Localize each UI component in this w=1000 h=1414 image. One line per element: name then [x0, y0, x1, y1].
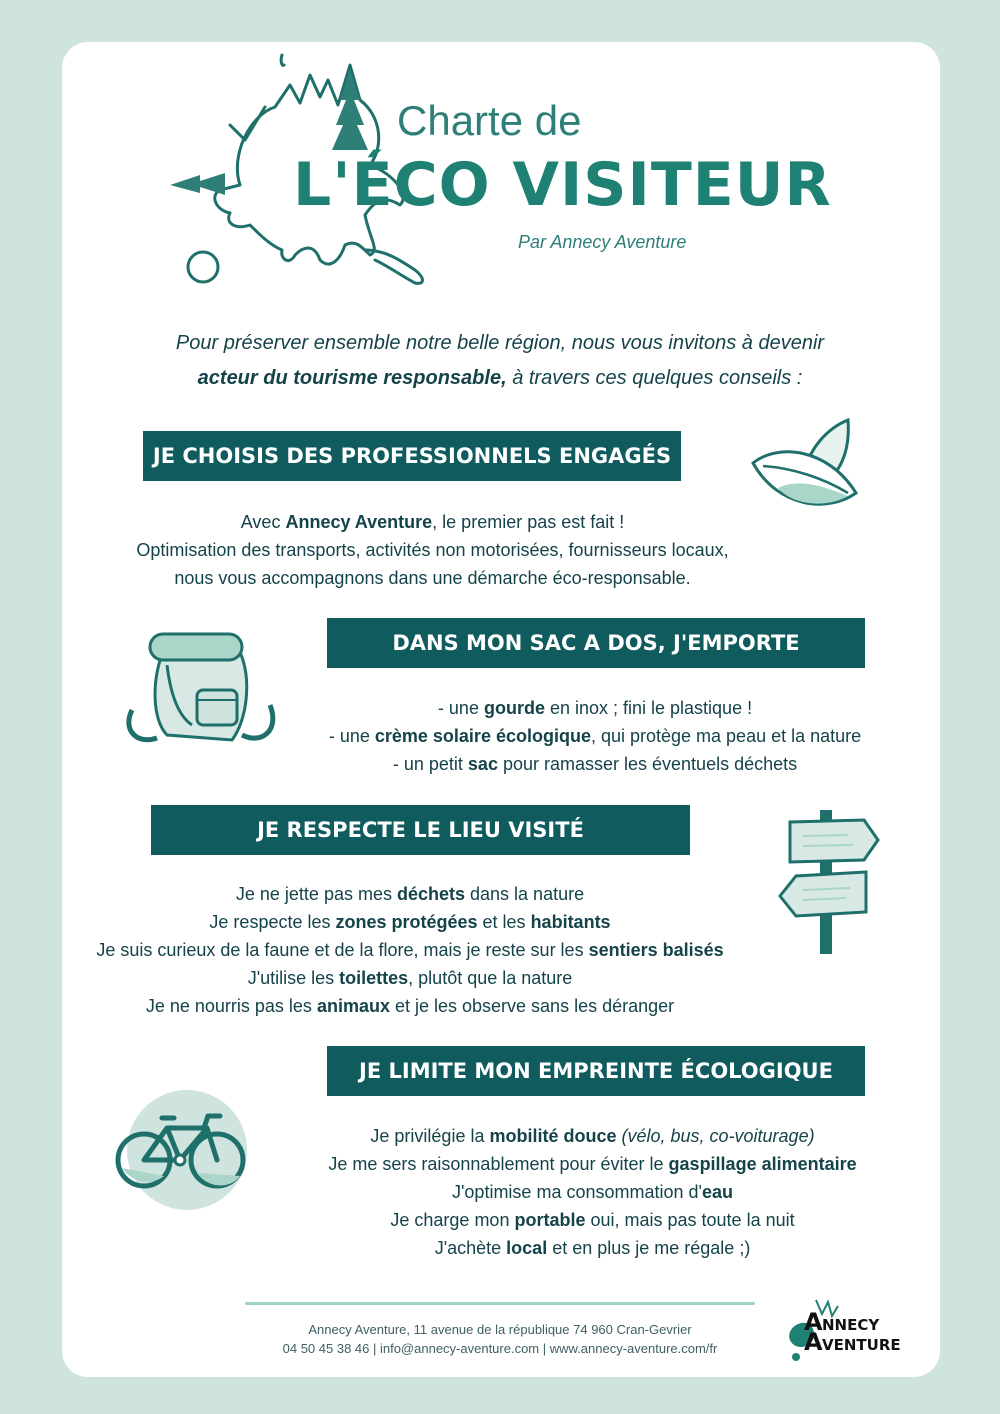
leaf-icon: [748, 418, 860, 513]
logo-line-2: VENTURE: [822, 1336, 901, 1354]
footer-divider: [245, 1302, 755, 1305]
footer-address: Annecy Aventure, 11 avenue de la république 74 960 Cran-Gevrier: [308, 1322, 692, 1337]
intro-line-1: Pour préserver ensemble notre belle région, nous vous invitons à devenir: [175, 332, 825, 354]
logo-line-1: NNECY: [822, 1316, 880, 1334]
byline: Par Annecy Aventure: [518, 232, 687, 252]
section-1-body: Avec Annecy Aventure, le premier pas est fait ! Optimisation des transports, activités non motorisées, fournisseurs locaux, nous vous accompagnons dans une démarche éco-responsable.: [136, 512, 729, 588]
title-line-1: Charte de: [397, 97, 582, 144]
svg-text:A: A: [804, 1328, 823, 1356]
backpack-icon: [122, 620, 280, 750]
footer-contact[interactable]: 04 50 45 38 46 | info@annecy-aventure.com | www.annecy-aventure.com/fr: [282, 1341, 718, 1356]
section-1-heading: JE CHOISIS DES PROFESSIONNELS ENGAGÉS: [143, 431, 681, 481]
intro-line-2: à travers ces quelques conseils :: [506, 367, 803, 389]
title-line-2: L'ÉCO VISITEUR: [293, 150, 832, 220]
section-2-body: - une gourde en inox ; fini le plastique ! - une crème solaire écologique, qui protège ma peau et la nature - un petit sac pour ramasser les éventuels déchets: [328, 698, 862, 774]
footer-info: [200, 1320, 800, 1358]
bicycle-icon: [112, 1088, 252, 1213]
signpost-icon: [778, 808, 880, 956]
intro-bold: acteur du tourisme responsable,: [197, 367, 507, 389]
section-3-body: Je ne jette pas mes déchets dans la nature Je respecte les zones protégées et les habitants Je suis curieux de la faune et de la flore, mais je reste sur les sentiers balisés J'utilise les toilettes, plutôt que la nature Je ne nourris pas les animaux et je les observe sans les déranger: [96, 884, 724, 1016]
section-2-heading: DANS MON SAC A DOS, J'EMPORTE: [327, 618, 865, 668]
svg-text:A: A: [804, 1308, 823, 1336]
section-4-body: Je privilégie la mobilité douce (vélo, bus, co-voiturage) Je me sers raisonnablement pour éviter le gaspillage alimentaire J'optimise ma consommation d'eau Je charge mon portable oui, mais pas toute la nuit J'achète local et en plus je me régale ;): [328, 1126, 857, 1258]
intro-text: [100, 326, 900, 396]
section-3-heading: JE RESPECTE LE LIEU VISITÉ: [151, 805, 690, 855]
annecy-aventure-logo: [786, 1292, 918, 1362]
section-4-heading: JE LIMITE MON EMPREINTE ÉCOLOGIQUE: [327, 1046, 865, 1096]
